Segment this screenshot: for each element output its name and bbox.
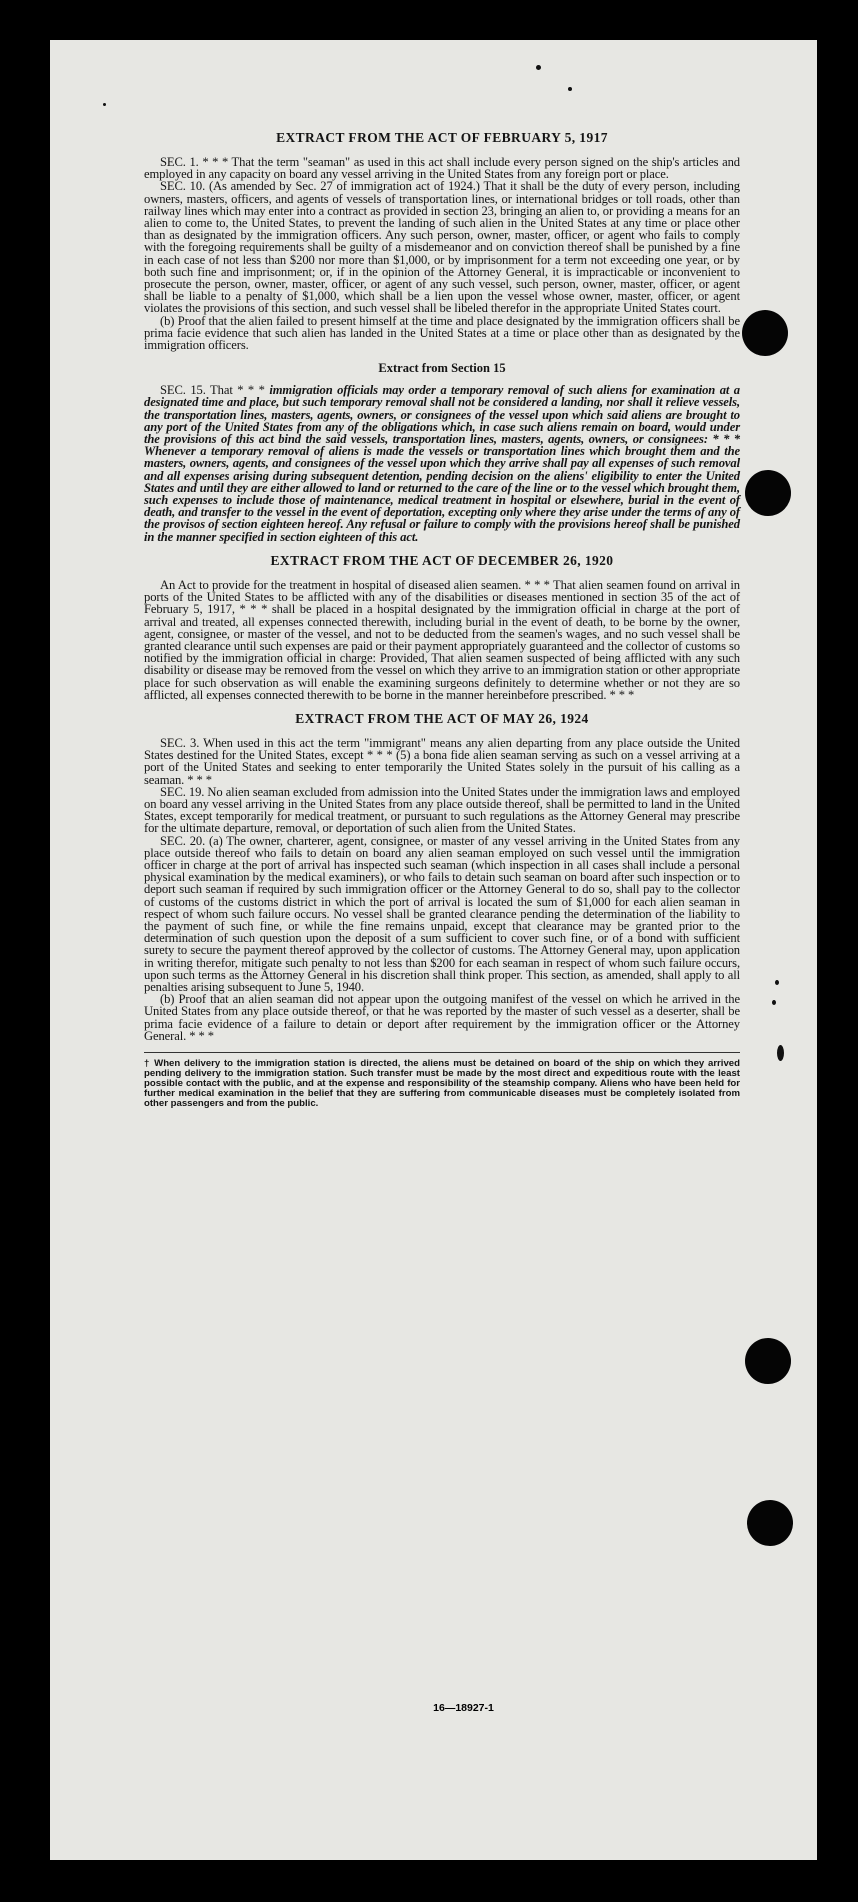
document-body [144, 130, 740, 1109]
heading-act-1920: EXTRACT FROM THE ACT OF DECEMBER 26, 1920 [270, 552, 614, 568]
paragraph-sec-1: SEC. 1. * * * That the term "seaman" as used in this act shall include every person signed on the ship's articles and employed in any capacity on board any vessel arriving in the United States from any foreign port or place. [144, 155, 740, 182]
punch-hole [745, 470, 791, 516]
document-page [50, 40, 817, 1860]
sec-15-lead: SEC. 15. That * * * [160, 383, 265, 398]
scan-speck [536, 65, 541, 70]
paragraph-sec-15 [144, 384, 740, 543]
scan-speck [568, 87, 572, 91]
footnote: † When delivery to the immigration station is directed, the aliens must be detained on board of the ship on which they arrived pending delivery to the immigration station. Such transfer must be made by the most direct and expeditious route with the least possible contact with the public, and at the expense and responsibility of the steamship company. Aliens who have been held for further medical examination in the belief that they are suffering from communicable diseases must be completely isolated from other passengers and from the public. [144, 1058, 740, 1109]
punch-hole [745, 1338, 791, 1384]
scan-speck [775, 980, 779, 985]
paragraph-sec-19: SEC. 19. No alien seaman excluded from admission into the United States under the immigration laws and employed on board any vessel arriving in the United States from any place outside thereof, shall be permitted to land in the United States, except temporarily for medical treatment, or pursuant to such regulations as the Attorney General may prescribe for the ultimate departure, removal, or deportation of such alien from the United States. [144, 784, 740, 836]
paragraph-sec-10b: (b) Proof that the alien failed to present himself at the time and place designated by the immigration officers shall be prima facie evidence that such alien has landed in the United States at a time or place other than as designated by the immigration officers. [144, 313, 740, 353]
print-code: 16—18927-1 [433, 1702, 494, 1714]
sec-15-italic-text: immigration officials may order a temporary removal of such aliens for examination at a designated time and place, but such temporary removal shall not be considered a landing, nor shall it relieve vessels, the transportation lines, masters, agents, owners, or consignees of the vessel upon which said aliens are brought to any port of the United States from any of the obligations which, in case such aliens remain on board, would under the provisions of this act bind the said vessels, transportation lines, masters, agents, owners, or consignees: * * * Whenever a temporary removal of aliens is made the vessels or transportation lines which brought them and the masters, owners, agents, and consignees of the vessel upon which they arrive shall pay all expenses of such removal and all expenses arising during subsequent detention, pending decision on the aliens' eligibility to enter the United States and until they are either allowed to land or returned to the care of the line or to the vessel which brought them, such expenses to include those of maintenance, medical treatment in hospital or elsewhere, burial in the event of death, and transfer to the vessel in the event of deportation, excepting only where they arise under the terms of any of the provisos of section eighteen hereof. Any refusal or failure to comply with the provisions hereof shall be punished in the manner specified in section eighteen of this act. [144, 383, 740, 544]
footnote-divider [144, 1052, 740, 1053]
paragraph-sec-10: SEC. 10. (As amended by Sec. 27 of immigration act of 1924.) That it shall be the duty of every person, including owners, masters, officers, and agents of vessels of transportation lines, or international bridges or toll roads, other than railway lines which may enter into a contract as provided in section 23, bringing an alien to, or providing a means for an alien to come to, the United States, to prevent the landing of such alien in the United States at any time or place other than as designated by the immigration officers. Any such person, owner, master, officer, or agent who fails to comply with the foregoing requirements shall be guilty of a misdemeanor and on conviction thereof shall be punished by a fine in each case of not less than $200 nor more than $1,000, or by imprisonment for a term not exceeding one year, or by both such fine and imprisonment; or, if in the opinion of the Attorney General, it is impracticable or inconvenient to prosecute the person, owner, master, officer, or agent of any such vessel, such person, owner, master, officer, or agent shall be liable to a penalty of $1,000, which shall be a lien upon the vessel whose owner, master, officer, or agent violates the provisions of this section, and such vessel shall be libeled therefor in the appropriate United States court. [144, 179, 740, 316]
paragraph-sec-20a: SEC. 20. (a) The owner, charterer, agent, consignee, or master of any vessel arriving in the United States from any place outside thereof who fails to detain on board any alien seaman employed on such vessel until the immigration officer in charge at the port of arrival has inspected such seaman (which inspection in all cases shall include a personal physical examination by the medical examiners), or who fails to detain such seaman on board after such inspection or to deport such seaman if required by such immigration officer or the Attorney General to do so, shall pay to the collector of customs of the customs district in which the port of arrival is located the sum of $1,000 for each alien seaman in respect of whom such failure occurs. No vessel shall be granted clearance pending the determination of the liability to the payment of such fine, or while the fine remains unpaid, except that clearance may be granted prior to the determination of such question upon the deposit of a sum sufficient to cover such fine, or of a bond with sufficient surety to secure the payment thereof approved by the collector of customs. The Attorney General may, upon application in writing therefor, mitigate such penalty to not less than $200 for each seaman in respect of whom such failure occurs, upon such terms as the Attorney General in his discretion shall think proper. This section, as amended, shall apply to all penalties arising subsequent to June 5, 1940. [144, 833, 740, 994]
scan-speck [103, 103, 106, 106]
punch-hole [742, 310, 788, 356]
heading-act-1917: EXTRACT FROM THE ACT OF FEBRUARY 5, 1917 [276, 130, 608, 145]
paragraph-sec-20b: (b) Proof that an alien seaman did not appear upon the outgoing manifest of the vessel on which he arrived in the United States from any place outside thereof, or that he was reported by the master of such vessel as a deserter, shall be prima facie evidence of a failure to detain or deport after requirement by the immigration officer or the Attorney General. * * * [144, 992, 740, 1043]
scan-speck [777, 1045, 784, 1061]
heading-act-1924: EXTRACT FROM THE ACT OF MAY 26, 1924 [295, 710, 589, 726]
paragraph-sec-3: SEC. 3. When used in this act the term "immigrant" means any alien departing from any place outside the United States destined for the United States, except * * * (5) a bona fide alien seaman serving as such on a vessel arriving at a port of the United States and seeking to enter temporarily the United States solely in the pursuit of his calling as a seaman. * * * [144, 735, 740, 787]
heading-section-15: Extract from Section 15 [378, 361, 506, 376]
scan-speck [772, 1000, 776, 1005]
punch-hole [747, 1500, 793, 1546]
paragraph-act-1920: An Act to provide for the treatment in hospital of diseased alien seamen. * * * That alien seamen found on arrival in ports of the United States to be afflicted with any of the disabilities or diseases mentioned in section 35 of the act of February 5, 1917, * * * shall be placed in a hospital designated by the immigration official in charge at the port of arrival and treated, all expenses connected therewith, including burial in the event of death, to be borne by the owner, agent, consignee, or master of the vessel, and not to be deducted from the seamen's wages, and no such vessel shall be granted clearance until such expenses are paid or their payment appropriately guaranteed and the collector of customs so notified by the immigration official in charge: Provided, That alien seamen suspected of being afflicted with any such disability or disease may be removed from the vessel on which they arrive to an immigration station or other appropriate place for such observation as will enable the examining surgeons definitely to determine whether or not they are so afflicted, all expenses connected therewith to be borne in the manner hereinbefore prescribed. * * * [144, 577, 740, 702]
